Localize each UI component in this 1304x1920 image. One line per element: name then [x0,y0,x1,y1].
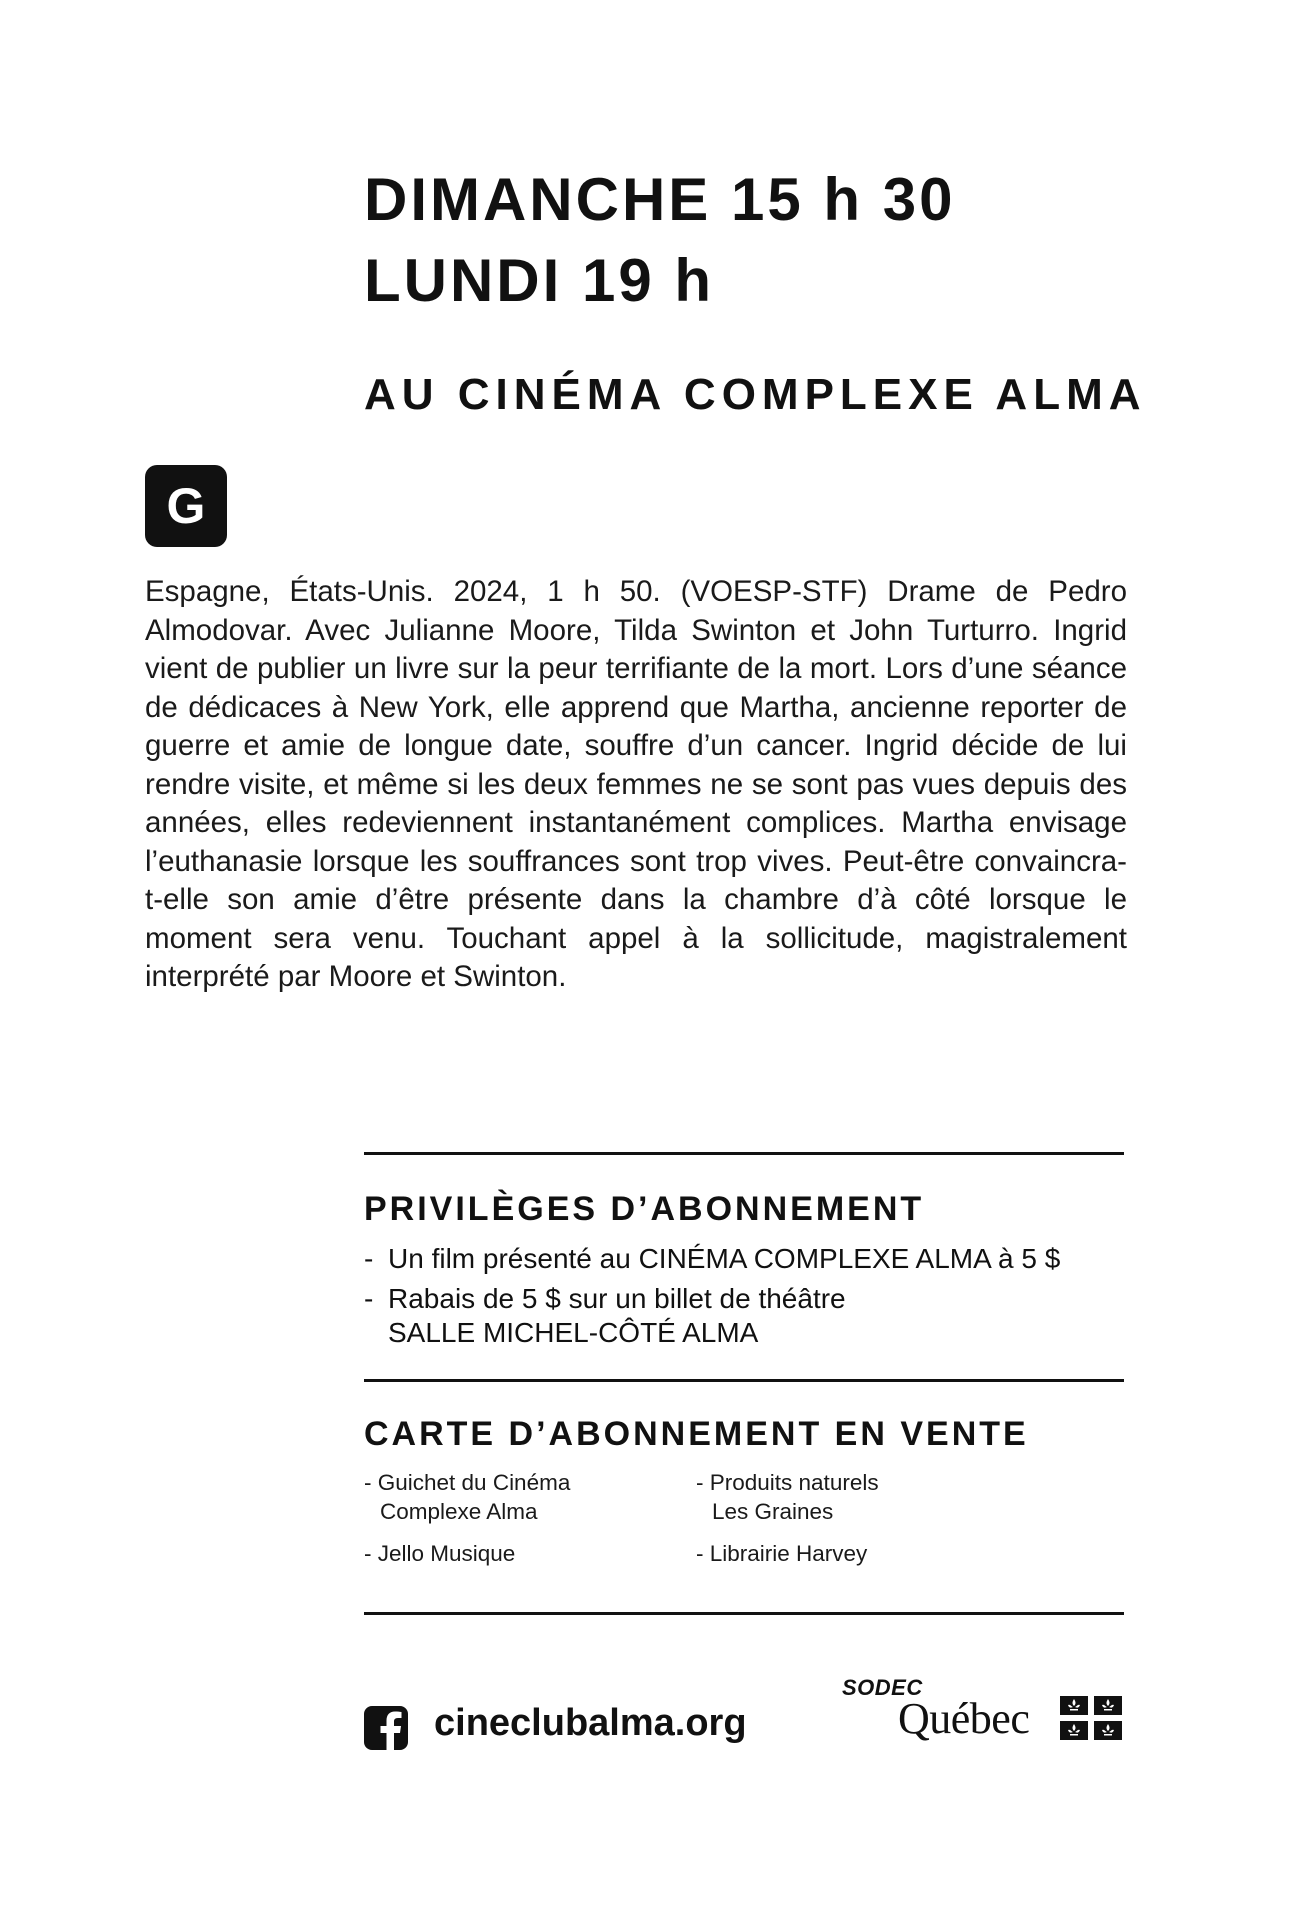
film-synopsis: Espagne, États-Unis. 2024, 1 h 50. (VOESP-STF) Drame de Pedro Almodovar. Avec Julianne Moore, Tilda Swinton et John Turturro. Ingrid vient de publier un livre sur la peur terrifiante de la mort. Lors d’une séance de dédicaces à New York, elle apprend que Martha, ancienne reporter de guerre et amie de longue date, souffre d’un cancer. Ingrid décide de lui rendre visite, et même si les deux femmes ne se sont pas vues depuis des années, elles redeviennent instantanément complices. Martha envisage l’euthanasie lorsque les souffrances sont trop vives. Peut-être convaincra-t-elle son amie d’être présente dans la chambre d’à côté lorsque le moment sera venu. Touchant appel à la sollicitude, magistralement interprété par Moore et Swinton. [145,575,1127,993]
privilege-text: Rabais de 5 $ sur un billet de théâtre [388,1283,846,1314]
divider [364,1379,1124,1382]
sale-location-name-continued: Complexe Alma [380,1499,538,1524]
sale-location [696,1539,867,1568]
facebook-icon[interactable] [364,1706,408,1750]
sale-location-name: - Guichet du Cinéma [364,1470,571,1495]
sale-location-name-continued: Les Graines [712,1499,834,1524]
showtime-sunday: DIMANCHE 15 h 30 [364,166,956,233]
list-dash: - [364,1243,374,1274]
quebec-logo-text: Québec [898,1694,1030,1743]
privilege-text: Un film présenté au CINÉMA COMPLEXE ALMA à 5 $ [388,1243,1061,1274]
sale-location-name: - Produits naturels [696,1470,879,1495]
sale-location [364,1468,570,1526]
sale-location [696,1468,879,1526]
divider [364,1152,1124,1155]
venue-heading: AU CINÉMA COMPLEXE ALMA [364,370,1147,419]
list-dash: - [364,1283,374,1314]
sodec-logo: SODEC [842,1675,923,1700]
divider [364,1612,1124,1615]
sale-location-name: - Librairie Harvey [696,1541,868,1566]
rating-badge: G [145,465,227,547]
privilege-item [364,1242,1124,1276]
privilege-item [364,1282,1124,1350]
subscription-sale-title: CARTE D’ABONNEMENT EN VENTE [364,1415,1029,1453]
privileges-title: PRIVILÈGES D’ABONNEMENT [364,1190,925,1228]
privilege-text-continued: SALLE MICHEL-CÔTÉ ALMA [388,1317,759,1348]
sale-location-name: - Jello Musique [364,1541,516,1566]
sale-location [364,1539,515,1568]
website-link[interactable]: cineclubalma.org [434,1702,747,1744]
quebec-fleurdelise-flag-icon [1060,1696,1122,1740]
showtime-monday: LUNDI 19 h [364,247,715,314]
